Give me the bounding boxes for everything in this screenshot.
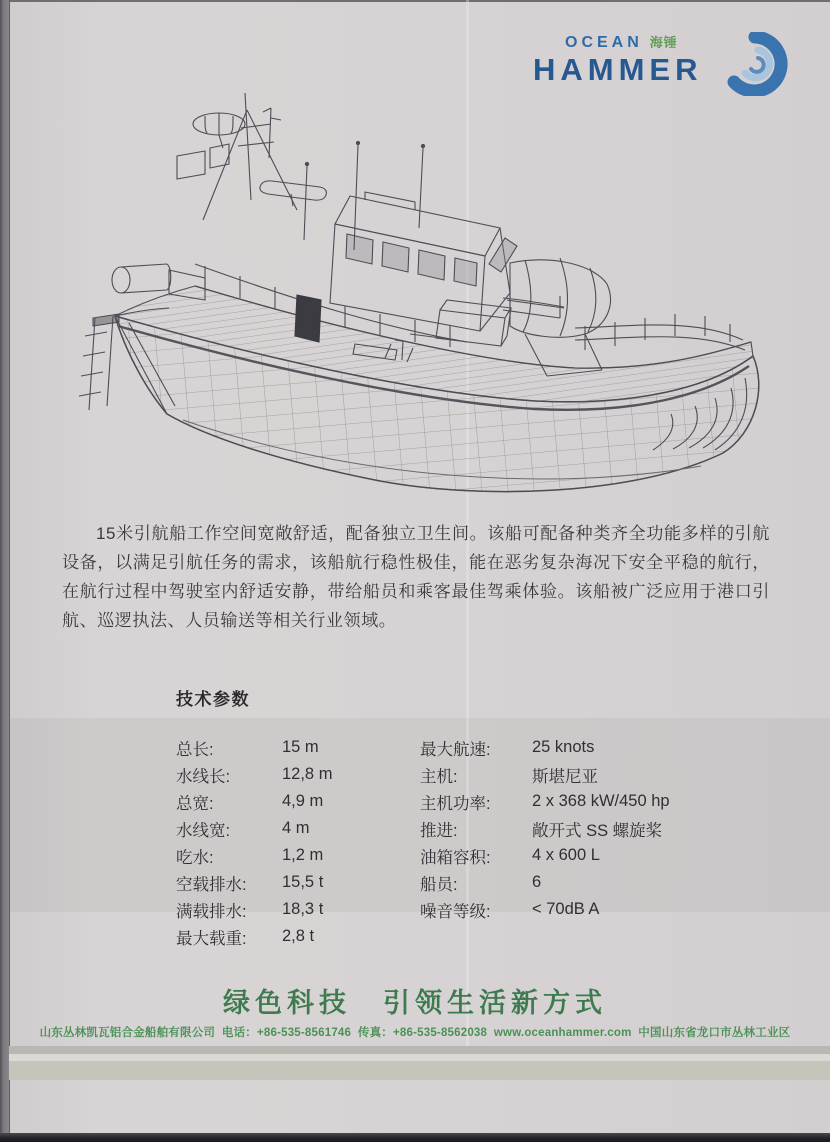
- wave-swirl-icon: [725, 32, 789, 96]
- page-bottom-band-3: [9, 1061, 830, 1080]
- spec-label: 船员:: [420, 875, 458, 894]
- spec-column-right: [420, 734, 720, 923]
- spec-row-max-speed: [420, 734, 720, 761]
- spec-value: 12,8 m: [282, 765, 333, 783]
- intro-paragraph: 15米引航船工作空间宽敞舒适，配备独立卫生间。该船可配备种类齐全功能多样的引航设备，以满足引航任务的需求，该船航行稳性极佳，能在恶劣复杂海况下安全平稳的航行，在航行过程中驾驶室内舒适安静，带给船员和乘客最佳驾乘体验。该船被广泛应用于港口引航、巡逻执法、人员输送等相关行业领域。: [62, 524, 770, 630]
- page-bottom-band-1: [9, 1046, 830, 1054]
- logo-chinese-text: 海锤: [649, 35, 678, 50]
- logo-hammer-text: HAMMER: [533, 52, 703, 87]
- spec-label: 最大载重:: [176, 929, 247, 948]
- spec-label: 主机功率:: [420, 794, 491, 813]
- spec-value: 斯堪尼亚: [532, 767, 598, 786]
- spec-row-max-load: [176, 923, 411, 950]
- spec-row-lwl: [176, 761, 411, 788]
- spec-label: 总长:: [176, 740, 214, 759]
- spec-value: 2 x 368 kW/450 hp: [532, 792, 670, 810]
- spec-value: 2,8 t: [282, 927, 315, 945]
- scan-left-edge-line: [9, 0, 10, 1134]
- footer-contact-line: 山东丛林凯瓦铝合金船舶有限公司 电话：+86-535-8561746 传真：+86-535-8562038 www.oceanhammer.com 中国山东省龙口市丛林工业区: [39, 1027, 791, 1039]
- spec-label: 满载排水:: [176, 902, 247, 921]
- spec-label: 主机:: [420, 767, 458, 786]
- page-bottom-band-2: [9, 1054, 830, 1061]
- spec-row-loa: [176, 734, 411, 761]
- scan-left-edge: [0, 0, 9, 1134]
- scan-top-edge: [0, 0, 830, 2]
- logo-top-row: [565, 32, 678, 52]
- spec-value: 4 x 600 L: [532, 846, 600, 864]
- spec-row-crew: [420, 869, 720, 896]
- spec-row-displacement-full: [176, 896, 411, 923]
- spec-row-engine-power: [420, 788, 720, 815]
- specs-heading: 技术参数: [176, 690, 250, 709]
- spec-label: 水线宽:: [176, 821, 231, 840]
- spec-value: 15,5 t: [282, 873, 324, 891]
- spec-value: 4 m: [282, 819, 310, 837]
- spec-label: 总宽:: [176, 794, 214, 813]
- slogan: 绿色科技 引领生活新方式: [223, 988, 607, 1018]
- spec-label: 噪音等级:: [420, 902, 491, 921]
- spec-row-noise-level: [420, 896, 720, 923]
- spec-value: 6: [532, 873, 542, 891]
- spec-value: < 70dB A: [532, 900, 600, 918]
- spec-row-displacement-light: [176, 869, 411, 896]
- spec-row-engine: [420, 761, 720, 788]
- mast-assembly: [177, 93, 425, 250]
- spec-label: 水线长:: [176, 767, 231, 786]
- spec-label: 最大航速:: [420, 740, 491, 759]
- spec-value: 25 knots: [532, 738, 595, 756]
- spec-value: 1,2 m: [282, 846, 324, 864]
- scan-bottom-edge: [0, 1133, 830, 1142]
- spec-label: 推进:: [420, 821, 458, 840]
- spec-row-beam-wl: [176, 815, 411, 842]
- spec-label: 空载排水:: [176, 875, 247, 894]
- boat-illustration: [55, 88, 780, 513]
- spec-column-left: [176, 734, 411, 950]
- spec-row-draft: [176, 842, 411, 869]
- spec-value: 4,9 m: [282, 792, 324, 810]
- spec-row-beam: [176, 788, 411, 815]
- spec-label: 吃水:: [176, 848, 214, 867]
- spec-row-fuel-tank: [420, 842, 720, 869]
- spec-value: 18,3 t: [282, 900, 324, 918]
- spec-value: 敞开式 SS 螺旋桨: [532, 821, 663, 840]
- logo-ocean-text: OCEAN: [565, 34, 643, 51]
- spec-value: 15 m: [282, 738, 319, 756]
- spec-label: 油箱容积:: [420, 848, 491, 867]
- spec-row-propulsion: [420, 815, 720, 842]
